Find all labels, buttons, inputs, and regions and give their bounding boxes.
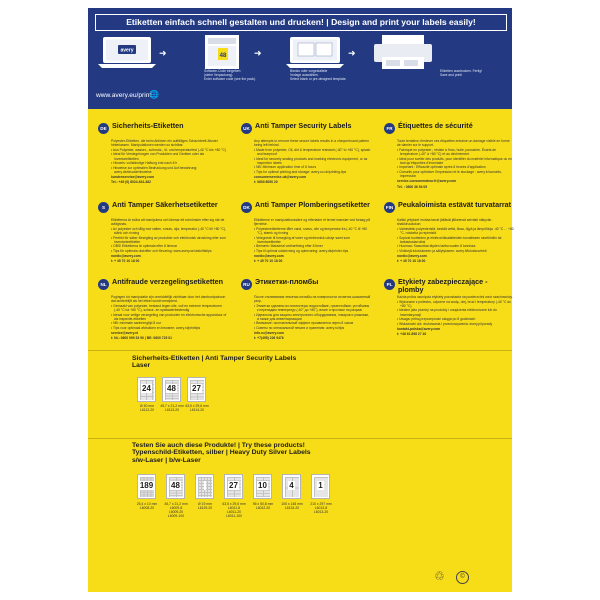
bullet-item: • Polyesteretiketterne tåler vand, snavs, olie og temperatur fra (-40 °C til +80 °C), stænk og rivning: [254, 227, 371, 235]
svg-text:48: 48: [219, 53, 227, 59]
printer-icon: [368, 35, 438, 69]
label-sheet-thumbnail: [224, 474, 243, 499]
caption-line: L6112-20: [139, 408, 155, 412]
caption-line: L6009-8: [169, 506, 183, 510]
bullet-item: • Idealne jako plomby na produkty i urządzenia elektroniczne lub do inwentaryzacji: [397, 308, 514, 316]
language-body: [254, 218, 371, 264]
language-title: Anti Tamper Plomberingsetiketter: [255, 200, 370, 209]
section-1-title: Sicherheits-Etiketten | Anti Tamper Security Labels Laser: [132, 355, 297, 370]
contact-line: Tel.: +49 (0) 8024-641-382: [111, 180, 151, 185]
bullet-item: • Ideaal voor veilige verzegeling van producten en elektronische apparatuur of als inspectie-etiketten: [111, 313, 228, 321]
bullet-item: • Sopivat tuotteiden ja elektroniikkalaitteiden turvalliseen sinetöintiin tai tarkastustarroiksi: [397, 236, 514, 244]
contact-line: t: + 45 70 10 18 00: [254, 259, 283, 264]
caption-line: L6011-100: [226, 514, 242, 518]
caption-line: L6012-20: [255, 506, 271, 510]
software-code-icon: [199, 35, 249, 69]
svg-text:avery: avery: [120, 47, 134, 54]
label-sheet-thumbnail: [166, 474, 185, 499]
caption-line: L6134-20: [284, 506, 300, 510]
contact-line: nordic@avery.com: [254, 254, 284, 259]
intro-text: Pogingen tot manipulatie zijn onmiddellijk zichtbaar door het dambordpatroon dat achterblijft als het etiket wordt verwijderd.: [111, 295, 226, 304]
label-sheet-thumbnail: [253, 474, 272, 499]
language-title: Anti Tamper Säkerhetsetiketter: [112, 200, 218, 209]
step-3-caption: Etiketten ausdrucken. Fertig! Save and print!: [440, 69, 482, 78]
divider: [88, 438, 512, 439]
product-caption: [133, 502, 161, 510]
label-sheet-thumbnail: [162, 377, 181, 402]
label-sheet-thumbnail: [311, 474, 330, 499]
caption-line: L6013-8: [314, 506, 328, 510]
product-caption: [220, 502, 248, 518]
bullet-item: • Conseils pour optimiser l'impression et le stockage : avery.fr/conseils-impression: [397, 170, 514, 178]
contact-line: t: 0800 8050 20: [254, 180, 278, 185]
language-badge: UK: [241, 123, 252, 134]
language-title: Étiquettes de sécurité: [398, 121, 473, 130]
caption-line: L6009-100: [167, 514, 185, 518]
bullet-item: • Wykonane z poliestru, odporne na wodę, olej, brud i temperatury (-40 °C do +80 °C): [397, 300, 514, 308]
language-body: [111, 218, 228, 264]
arrow-right-icon: ➜: [254, 48, 262, 58]
bullet-item: • OBS! Etiketterna är optimala efter 8 timmar: [111, 244, 228, 248]
bullet-item: • Hinweise zur optimalen Bedruckung und Auf bewahrung: avery.de/druckerhinweise: [111, 166, 228, 174]
caption-line: Ø 19 mm: [198, 502, 212, 506]
language-title: Anti Tamper Security Labels: [255, 121, 352, 130]
bullet-item: • Fabriqué en polyester ; résiste à l'eau, huile, poussière. Écarts de température (-40° à +80 °C) et au déchirement: [397, 148, 514, 156]
product-caption: [278, 502, 306, 510]
bullet-item: • Этикетки сделаны из полиэстера; водостойкие, грязестойкие, устойчивы к перепадам температур (-40° до +80°), влаге и прочные на разрыв: [254, 304, 371, 312]
recycle-icon: ♲: [434, 569, 445, 583]
caption-line: L6008-20: [139, 506, 155, 510]
intro-text: Toute tentative d'enlever ces étiquettes entraine un damage visible en forme de damier sur le support.: [397, 139, 510, 148]
header-title: Etiketten einfach schnell gestalten und drucken! | Design and print your labels easily!: [95, 14, 507, 31]
bullet-item: • Huomaa: Saavuttaa täyden tarttuvuuden 8 tunnissa: [397, 244, 514, 248]
caption-line: L6011-8: [227, 506, 241, 510]
caption-line: 45,7 x 21,2 mm: [160, 404, 184, 408]
caption-line: 63,5 x 29,6 mm: [185, 404, 209, 408]
bullet-item: • Bemærk: Maksimal vedhæftning efter 8 timer: [254, 244, 371, 248]
language-title: Этикетки-пломбы: [255, 277, 319, 286]
arrow-right-icon: ➜: [159, 48, 167, 58]
bullet-item: • Vinkkejä tulostukseen ja säilytykseen: avery.fi/tulostusvinkit: [397, 249, 514, 253]
language-body: [397, 218, 514, 264]
bullet-item: • Uwaga: pełną przyczepność osiąga po 8 godzinach: [397, 317, 514, 321]
label-sheet-thumbnail: [282, 474, 301, 499]
step-1-caption: Software-Code eingeben (siehe Verpackung). Enter software code (see the pack).: [204, 69, 257, 82]
website-url[interactable]: www.avery.eu/print: [96, 92, 152, 99]
caption-line: L6013-20: [313, 510, 329, 514]
language-title: Etykiety zabezpieczające - plomby: [398, 277, 488, 294]
caption-line: L6114-20: [189, 408, 205, 412]
contact-line: kontakt-polska@avery.com: [397, 327, 441, 332]
label-sheet-thumbnail: [137, 474, 156, 499]
intro-text: Any attempts to remove these secure labels results in a chequerboard pattern being left behind.: [254, 139, 370, 148]
caption-line: L6129-20: [197, 506, 213, 510]
labels-per-sheet: 27: [192, 384, 201, 393]
labels-per-sheet: 24: [142, 384, 151, 393]
bullet-item: • Tips for optimal printing and storage: avery.co.uk/printing-tips: [254, 170, 371, 174]
header-banner: [88, 8, 512, 109]
bullet-item: • Внимание: окончательный эффект проявляется через 8 часов: [254, 321, 371, 325]
contact-line: Tél. : 0800 36 54 09: [397, 184, 428, 189]
contact-line: t: +7(495) 226 9476: [254, 336, 284, 341]
product-caption: [183, 404, 211, 412]
contact-line: t: + 45 70 10 18 00: [397, 259, 426, 264]
caption-line: Ø 40 mm: [140, 404, 154, 408]
product-caption: [133, 404, 161, 412]
contact-line: consumerservice-uk@avery.com: [254, 175, 307, 180]
product-caption: [307, 502, 335, 514]
caption-line: L6113-20: [164, 408, 180, 412]
product-caption: [158, 404, 186, 412]
contact-line: service@avery.nl: [111, 331, 139, 336]
caption-line: 63,5 x 29,6 mm: [222, 502, 246, 506]
labels-per-sheet: 4: [289, 481, 294, 490]
intro-text: Etiketterna är svåra att manipulera och lämnar ett rutmönster efter sig när de avlägsnas.: [111, 218, 225, 227]
laptop-icon: [96, 35, 158, 69]
labels-per-sheet: 48: [171, 481, 180, 490]
labels-per-sheet: 1: [318, 481, 323, 490]
language-badge: PL: [384, 279, 395, 290]
contact-line: t: +48 61 898 27 40: [397, 332, 427, 337]
language-badge: FIN: [384, 202, 395, 213]
bullet-item: • Ideal für Versiegelungen von Produkten und Geräten oder als Inventaretiketten: [111, 152, 228, 160]
bullet-item: • Советы по оптимальной печати и хранению: avery.ru/tips: [254, 326, 371, 330]
divider: [88, 350, 512, 351]
bullet-item: • Av polyester och tålig mot vatten, smuts, olja, temperatur (-40 °C till +80 °C), stänk och rivning: [111, 227, 228, 235]
bullet-item: • Tips för optimala utskrifter och förvaring: www.avery.se/utskriftstips: [111, 249, 228, 253]
caption-line: 96 x 50,8 mm: [252, 502, 274, 506]
caption-line: 25,4 x 10 mm: [136, 502, 158, 506]
bullet-item: • Important : Efficacité optimale après 8 heures d'application: [397, 165, 514, 169]
language-badge: S: [98, 202, 109, 213]
product-sheet: [88, 8, 512, 592]
labels-per-sheet: 189: [139, 481, 154, 490]
copyright-icon: ©: [456, 571, 469, 584]
caption-line: L6009-20: [168, 510, 184, 514]
product-caption: [191, 502, 219, 510]
globe-icon: 🌐: [149, 90, 159, 99]
contact-line: t: + 45 70 10 18 00: [111, 259, 140, 264]
bullet-item: • Tips voor optimaal afdrukken en bewaren: avery.nl/printtips: [111, 326, 228, 330]
bullet-item: • NB: Minimum application time of 8 hours: [254, 165, 371, 169]
bullet-item: • Valmistettu polyesteristä, kestää vettä, likaa, öljyä ja lämpötiloja -40 °C ... +80 °C, roiskeita ja repimistä: [397, 227, 514, 235]
labels-per-sheet: [204, 481, 206, 490]
language-body: [397, 295, 514, 336]
language-body: [111, 295, 228, 341]
intro-text: После отклеивания этикетки-пломбы на поверхности остается шахматный узор.: [254, 295, 371, 304]
caption-line: 105 x 148 mm: [281, 502, 303, 506]
bullet-item: • Aus Polyester, wasser-, schmutz-, öl- und temperaturfest (-40 °C bis +80 °C): [111, 148, 228, 152]
step-2-caption: Blanko oder vorgestaltete Vorlage auswählen. Select blank or pre-designed template.: [290, 69, 347, 82]
bullet-item: • Idéal pour sceller des produits, pour identifier du matériel informatique ou en tant qu'étiquettes d'inventaire: [397, 157, 514, 165]
language-title: Sicherheits-Etiketten: [112, 121, 184, 130]
bullet-item: • Wskazówki dot. drukowania i przechowywania: avery.pl/porady: [397, 322, 514, 326]
bullet-item: • Tips til optimal udskrivning og opbevaring: avery.dk/printer-tips: [254, 249, 371, 253]
labels-per-sheet: 48: [167, 384, 176, 393]
arrow-right-icon: ➜: [348, 48, 356, 58]
bullet-item: • Made from polyester, Oil, dirt & temperature resistant (-40° to +80 °C), splash and tearproof: [254, 148, 371, 156]
language-body: [254, 295, 371, 341]
language-body: [111, 139, 228, 185]
contact-line: nordic@avery.com: [111, 254, 141, 259]
bullet-item: • Perfekt för säker försegling av produkter och elektronisk utrustning eller som inventarieetiketter: [111, 236, 228, 244]
section-2-title: Testen Sie auch diese Produkte! | Try these products! Typenschild-Etiketten, silber | Heavy Duty Silver Labels s/w-Laser | b/w-Laser: [132, 442, 311, 464]
intro-text: Kaikki yritykset irrottaa tarrat jättävät jälkeensä selvästi näkyvän shakkiruudukon.: [397, 218, 492, 227]
label-sheet-thumbnail: [195, 474, 214, 499]
bullet-item: • Идеальны для защиты электронного оборудования, товаров и упаковки, а также для инвентаризации: [254, 313, 371, 321]
language-badge: NL: [98, 279, 109, 290]
labels-per-sheet: 10: [258, 481, 267, 490]
bullet-item: • Ideal for securely sealing products and marking electronic equipment, or as inspection labels: [254, 157, 371, 165]
caption-line: 210 x 297 mm: [310, 502, 332, 506]
labels-per-sheet: 27: [229, 481, 238, 490]
language-badge: DE: [98, 123, 109, 134]
intro-text: Polyester-Etiketten, die beim Ablösen ein auffälliges Schachbrett-Muster hinterlassen. Manipulationen werden so sichtbar.: [111, 139, 218, 148]
contact-line: info.ru@avery.com: [254, 331, 284, 336]
bullet-item: • Gemaakt van polyester, bestand tegen olie, vuil en extreme temperaturen (-40 °C tot +80 °C), scheur- en spatwaterbestendig: [111, 304, 228, 312]
contact-line: nordic@avery.com: [397, 254, 427, 259]
language-badge: DK: [241, 202, 252, 213]
caption-line: L6011-20: [226, 510, 242, 514]
contact-line: service.consommateur.fr@avery.com: [397, 179, 457, 184]
product-caption: [249, 502, 277, 510]
language-badge: RU: [241, 279, 252, 290]
language-badge: FR: [384, 123, 395, 134]
bullet-item: • NB: minimale aanbrengtijd 8 uur: [111, 321, 228, 325]
caption-line: 45,7 x 21,2 mm: [164, 502, 188, 506]
language-title: Peukaloimista estävät turvatarrat: [398, 200, 512, 209]
product-caption: [162, 502, 190, 518]
language-block-pl: [384, 278, 514, 378]
template-select-icon: [284, 35, 346, 69]
language-body: [397, 139, 514, 189]
intro-text: Każda próba usunięcia etykiety pozostawia na powierzchni wzór szachownicy.: [397, 295, 513, 299]
bullet-item: • Hinweis: vollständige Haftung erst nach 8 h: [111, 161, 228, 165]
language-body: [254, 139, 371, 185]
label-sheet-thumbnail: [187, 377, 206, 402]
language-title: Antifraude verzegelingsetiketten: [112, 277, 224, 286]
label-sheet-thumbnail: [137, 377, 156, 402]
contact-line: t: NL: 0800 099 33 90 | BE: 0800 725 01: [111, 336, 172, 341]
contact-line: kundenservice@avery.com: [111, 175, 154, 180]
intro-text: Etiketterne er manipulationssikre og efterlader et ternet mønster ved forsøg på fjernelse.: [254, 218, 370, 227]
bullet-item: • Velegnede til forsegling af varer og elektronisk udstyr samt som inventaretiketter: [254, 236, 371, 244]
